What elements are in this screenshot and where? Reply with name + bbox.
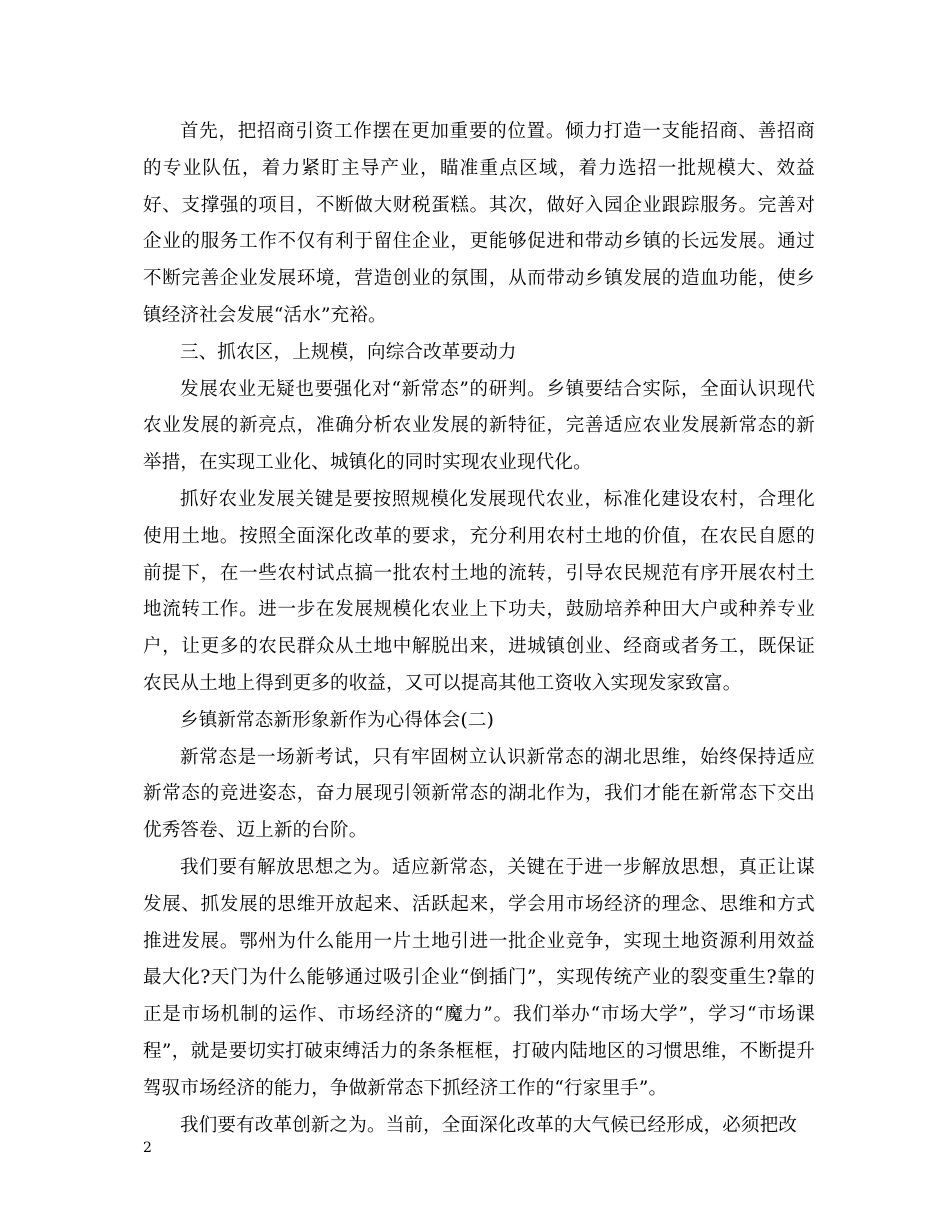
paragraph-reform-innovation: 我们要有改革创新之为。当前，全面深化改革的大气候已经形成，必须把改: [180, 1114, 798, 1136]
paragraph-investment-attraction: 首先，把招商引资工作摆在更加重要的位置。倾力打造一支能招商、善招商的专业队伍，着力紧盯主导产业，瞄准重点区域，着力选招一批规模大、效益好、支撑强的项目，不断做大财税蛋糕。其次，做好入园企业跟踪服务。完善对企业的服务工作不仅有利于留住企业，更能够促进和带动乡镇的长远发展。通过不断完善企业发展环境，营造创业的氛围，从而带动乡镇发展的造血功能，使乡镇经济社会发展“活水”充裕。: [143, 121, 815, 326]
paragraph-agriculture-key: 抓好农业发展关键是要按照规模化发展现代农业，标准化建设农村，合理化使用土地。按照全面深化改革的要求，充分利用农村土地的价值，在农民自愿的前提下，在一些农村试点搞一批农村土地的流转，引导农民规范有序开展农村土地流转工作。进一步在发展规模化农业上下功夫，鼓励培养种田大户或种养专业户，让更多的农民群众从土地中解脱出来，进城镇创业、经商或者务工，既保证农民从土地上得到更多的收益，又可以提高其他工资收入实现发家致富。: [143, 488, 815, 694]
paragraph-agriculture-new-normal: 发展农业无疑也要强化对“新常态”的研判。乡镇要结合实际，全面认识现代农业发展的新亮点，准确分析农业发展的新特征，完善适应农业发展新常态的新举措，在实现工业化、城镇化的同时实现农业现代化。: [143, 378, 815, 474]
paragraph-emancipate-mind: 我们要有解放思想之为。适应新常态，关键在于进一步解放思想，真正让谋发展、抓发展的思维开放起来、活跃起来，学会用市场经济的理念、思维和方式推进发展。鄂州为什么能用一片土地引进一批企业竞争，实现土地资源利用效益最大化?天门为什么能够通过吸引企业“倒插门”，实现传统产业的裂变重生?靠的正是市场机制的运作、市场经济的“魔力”。我们举办“市场大学”，学习“市场课程”，就是要切实打破束缚活力的条条框框，打破内陆地区的习惯思维，不断提升驾驭市场经济的能力，争做新常态下抓经济工作的“行家里手”。: [143, 856, 815, 1099]
page-number: 2: [143, 1140, 152, 1156]
article-title-part-two: 乡镇新常态新形象新作为心得体会(二): [180, 709, 495, 731]
section-heading-agriculture: 三、抓农区，上规模，向综合改革要动力: [180, 341, 517, 363]
document-body: [143, 114, 815, 1144]
paragraph-new-normal-exam: 新常态是一场新考试，只有牢固树立认识新常态的湖北思维，始终保持适应新常态的竞进姿态，奋力展现引领新常态的湖北作为，我们才能在新常态下交出优秀答卷、迈上新的台阶。: [143, 746, 815, 842]
